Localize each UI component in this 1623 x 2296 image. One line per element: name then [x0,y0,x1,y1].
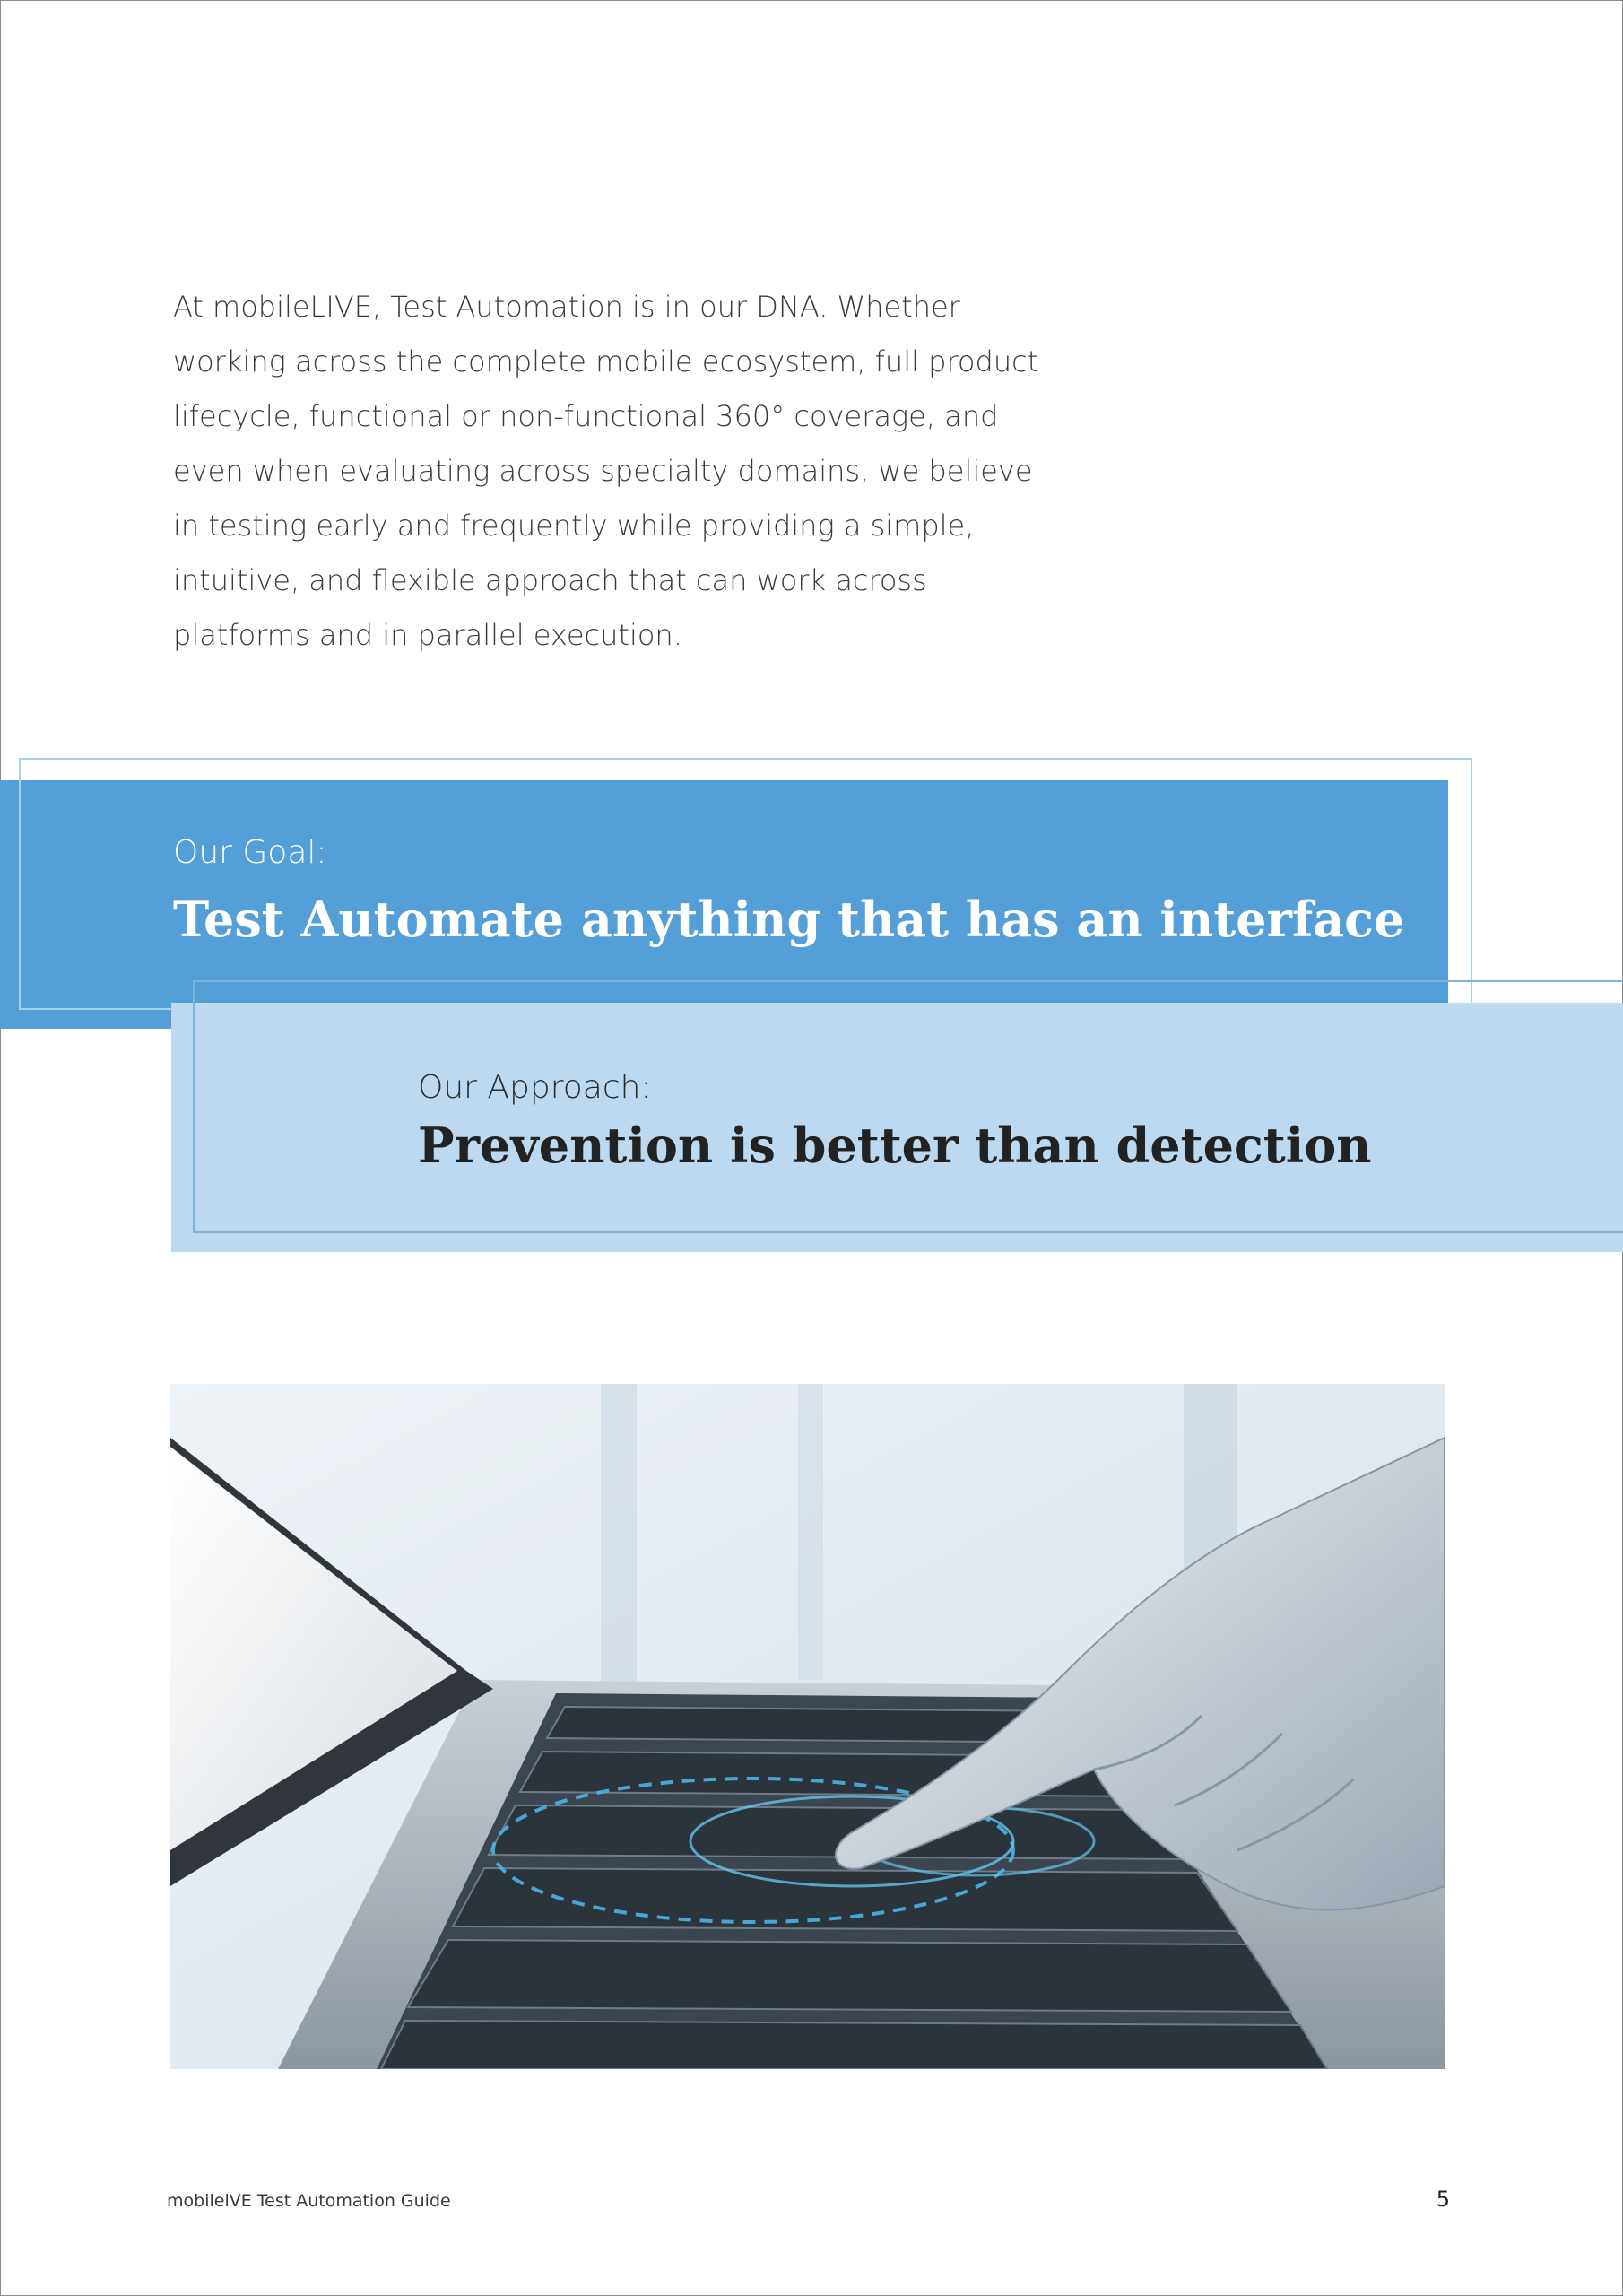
goal-outline [19,758,1472,1010]
goal-label: Our Goal: [173,834,327,871]
approach-outline [193,980,1623,1233]
page-number: 5 [1436,2187,1450,2212]
intro-line: At mobileLIVE, Test Automation is in our DNA. Whether [173,290,960,324]
intro-line: intuitive, and flexible approach that can work across [173,563,927,597]
approach-label: Our Approach: [418,1069,652,1106]
intro-paragraph [173,280,1115,663]
intro-line: lifecycle, functional or non-functional 360° coverage, and [173,399,999,433]
intro-line: in testing early and frequently while providing a simple, [173,509,975,543]
intro-line: platforms and in parallel execution. [173,618,682,652]
intro-line: working across the complete mobile ecosystem, full product [173,344,1039,378]
footer-document-title: mobilelVE Test Automation Guide [167,2191,451,2211]
intro-line: even when evaluating across specialty domains, we believe [173,454,1033,488]
robot-hand-keyboard-photo [170,1384,1445,2069]
approach-heading: Prevention is better than detection [418,1117,1372,1174]
goal-heading: Test Automate anything that has an interface [173,891,1405,948]
